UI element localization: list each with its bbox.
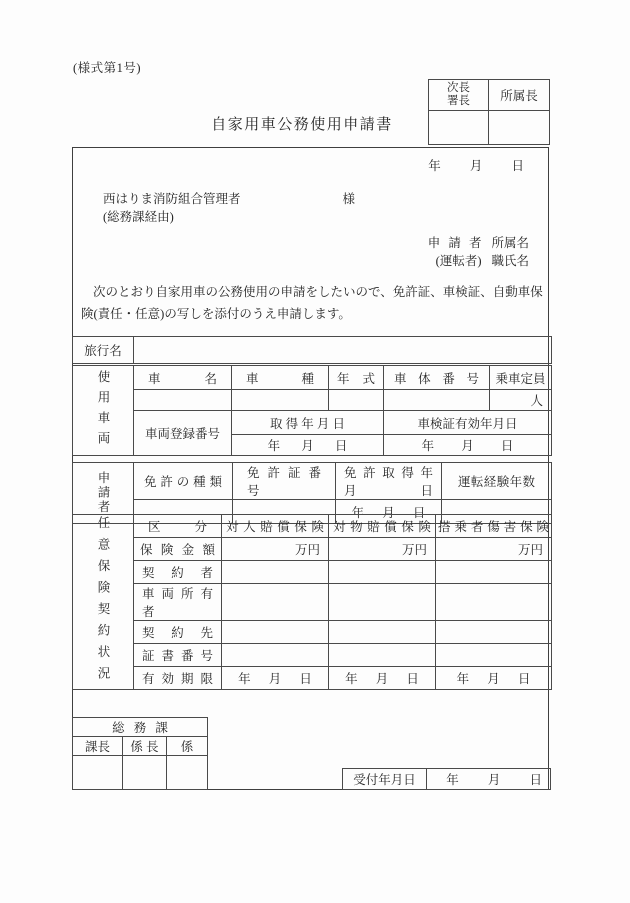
insurance-amount-bodily-cell: 万円 [222, 538, 329, 561]
insurance-category-header: 区 分 [134, 515, 222, 538]
insurance-section-label-cell [73, 515, 134, 690]
vehicle-capacity-header: 乗車定員 [490, 366, 552, 390]
staff-header: 係 [167, 737, 208, 756]
application-date-line: 年 月 日 [428, 159, 524, 173]
insurance-cert-no-property-cell [329, 644, 436, 667]
insurance-contractor-bodily-cell [222, 561, 329, 584]
insurance-owner-bodily-cell [222, 584, 329, 621]
vehicle-capacity-unit-cell: 人 [490, 390, 552, 411]
vehicle-inspection-date-cell: 年 月 日 [384, 435, 552, 456]
insurance-amount-property-cell: 万円 [329, 538, 436, 561]
trip-name-table [72, 336, 552, 364]
license-type-header: 免 許 の 種 類 [134, 463, 233, 500]
insurance-expiry-bodily-cell: 年 月 日 [222, 667, 329, 690]
trip-name-label: 旅行名 [73, 337, 134, 364]
staff-stamp-cell [167, 756, 208, 790]
insurance-company-passenger-cell [436, 621, 552, 644]
general-affairs-table [72, 717, 208, 790]
section-chief-header: 課長 [73, 737, 123, 756]
stamp-header-section-chief: 所属長 [489, 80, 550, 111]
insurance-cert-no-label: 証 書 番 号 [134, 644, 222, 667]
insurance-section-label: 任意保険契約状況 [96, 516, 110, 688]
vehicle-body-no-header: 車 体 番 号 [384, 366, 490, 390]
body-paragraph [81, 281, 543, 325]
reception-date-label: 受付年月日 [343, 769, 427, 790]
insurance-contractor-property-cell [329, 561, 436, 584]
section-chief-stamp-cell [73, 756, 123, 790]
insurance-expiry-passenger-cell: 年 月 日 [436, 667, 552, 690]
insurance-owner-property-cell [329, 584, 436, 621]
stamp-deputy-line1: 次長 [447, 82, 470, 94]
vehicle-acquired-header: 取 得 年 月 日 [232, 411, 384, 435]
vehicle-body-no-empty-cell [384, 390, 490, 411]
approval-stamp-table [428, 79, 550, 145]
insurance-property-header: 対 物 賠 償 保 険 [329, 515, 436, 538]
vehicle-section-label: 使用車両 [96, 369, 110, 452]
reception-date-table [342, 768, 551, 790]
insurance-section-table [72, 514, 552, 690]
insurance-contractor-passenger-cell [436, 561, 552, 584]
driver-line [428, 252, 529, 270]
insurance-owner-label: 車 両 所 有 者 [134, 584, 222, 621]
vehicle-year-empty-cell [329, 390, 384, 411]
insurance-owner-passenger-cell [436, 584, 552, 621]
insurance-cert-no-passenger-cell [436, 644, 552, 667]
insurance-company-property-cell [329, 621, 436, 644]
insurance-bodily-header: 対 人 賠 償 保 険 [222, 515, 329, 538]
form-title: 自家用車公務使用申請書 [211, 117, 393, 133]
applicant-role-label: 申 請 者 [427, 236, 482, 250]
insurance-company-bodily-cell [222, 621, 329, 644]
driver-name-label: 職氏名 [491, 254, 529, 268]
recipient-line [103, 189, 355, 207]
insurance-amount-passenger-cell: 万円 [436, 538, 552, 561]
license-no-header: 免 許 証 番 号 [233, 463, 336, 500]
general-affairs-title: 総 務 課 [73, 718, 208, 737]
insurance-company-label: 契 約 先 [134, 621, 222, 644]
subsection-chief-header: 係 長 [123, 737, 167, 756]
vehicle-section-label-cell [73, 366, 134, 456]
applicant-signature-block [428, 234, 529, 270]
driver-role-label: (運転者) [435, 254, 482, 268]
vehicle-reg-no-cell: 車両登録番号 [134, 411, 232, 456]
reception-date-cell: 年 月 日 [427, 769, 551, 790]
via-line: (総務課経由) [103, 210, 174, 224]
insurance-amount-label: 保 険 金 額 [134, 538, 222, 561]
stamp-deputy-line2: 署長 [447, 95, 470, 107]
insurance-contractor-label: 契 約 者 [134, 561, 222, 584]
insurance-expiry-label: 有 効 期 限 [134, 667, 222, 690]
license-date-header: 免 許 取 得 年 月 日 [336, 463, 442, 500]
insurance-expiry-property-cell: 年 月 日 [329, 667, 436, 690]
form-main-box [72, 147, 549, 790]
insurance-cert-no-bodily-cell [222, 644, 329, 667]
applicant-section-label: 申請者 [96, 471, 110, 515]
recipient-name: 西はりま消防組合管理者 [103, 192, 241, 206]
vehicle-type-empty-cell [232, 390, 329, 411]
vehicle-section-table [72, 365, 552, 456]
recipient-honorific: 様 [342, 192, 356, 206]
body-paragraph-line1: 次のとおり自家用車の公務使用の申請をしたいので、免許証、車検証、自動車保 [93, 285, 543, 299]
vehicle-name-header: 車 名 [134, 366, 232, 390]
stamp-header-deputy-chief [429, 80, 489, 111]
vehicle-year-header: 年 式 [329, 366, 384, 390]
body-paragraph-line2: 険(責任・任意)の写しを添付のうえ申請します。 [81, 307, 351, 321]
vehicle-type-header: 車 種 [232, 366, 329, 390]
experience-header: 運転経験年数 [442, 463, 552, 500]
applicant-line [428, 234, 529, 252]
trip-name-empty-cell [134, 337, 552, 364]
applicant-affiliation-label: 所属名 [491, 236, 529, 250]
insurance-passenger-header: 搭 乗 者 傷 害 保 険 [436, 515, 552, 538]
vehicle-acquired-date-cell: 年 月 日 [232, 435, 384, 456]
vehicle-inspection-header: 車検証有効年月日 [384, 411, 552, 435]
license-date-cell: 年 月 日 [336, 500, 442, 524]
form-number: (様式第1号) [73, 61, 142, 75]
vehicle-name-empty-cell [134, 390, 232, 411]
subsection-chief-stamp-cell [123, 756, 167, 790]
